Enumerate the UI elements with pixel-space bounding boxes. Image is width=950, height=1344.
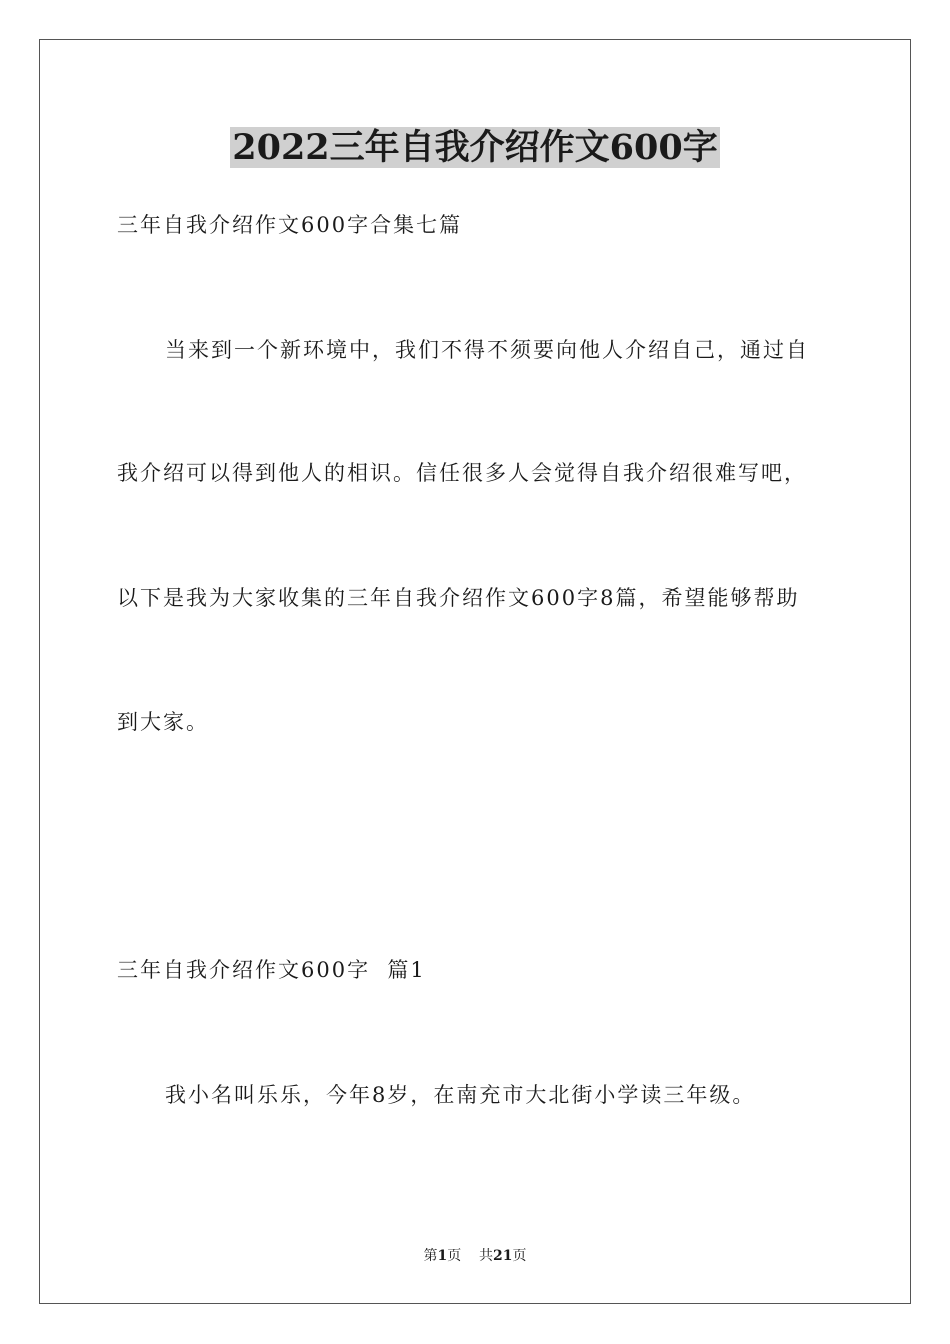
intro-line-4: 到大家。	[117, 710, 209, 734]
collection-subtitle: 三年自我介绍作文600字合集七篇	[117, 213, 463, 237]
footer-page-number: 1	[437, 1248, 448, 1264]
footer-prefix: 第	[423, 1248, 438, 1264]
footer-total-unit: 页	[512, 1248, 527, 1264]
body-line-1: 我小名叫乐乐，今年8岁，在南充市大北街小学读三年级。	[165, 1083, 756, 1107]
intro-line-2: 我介绍可以得到他人的相识。信任很多人会觉得自我介绍很难写吧，	[117, 461, 807, 485]
page-footer	[0, 1247, 950, 1265]
section-heading: 三年自我介绍作文600字 篇1	[117, 958, 426, 982]
footer-total-pages: 21	[493, 1248, 513, 1264]
document-title-text: 2022三年自我介绍作文600字	[232, 127, 718, 168]
footer-total-prefix: 共	[479, 1248, 494, 1264]
document-title	[0, 126, 950, 170]
footer-page-unit: 页	[447, 1248, 462, 1264]
intro-line-1: 当来到一个新环境中，我们不得不须要向他人介绍自己，通过自	[165, 338, 809, 362]
intro-line-3: 以下是我为大家收集的三年自我介绍作文600字8篇，希望能够帮助	[117, 586, 800, 610]
